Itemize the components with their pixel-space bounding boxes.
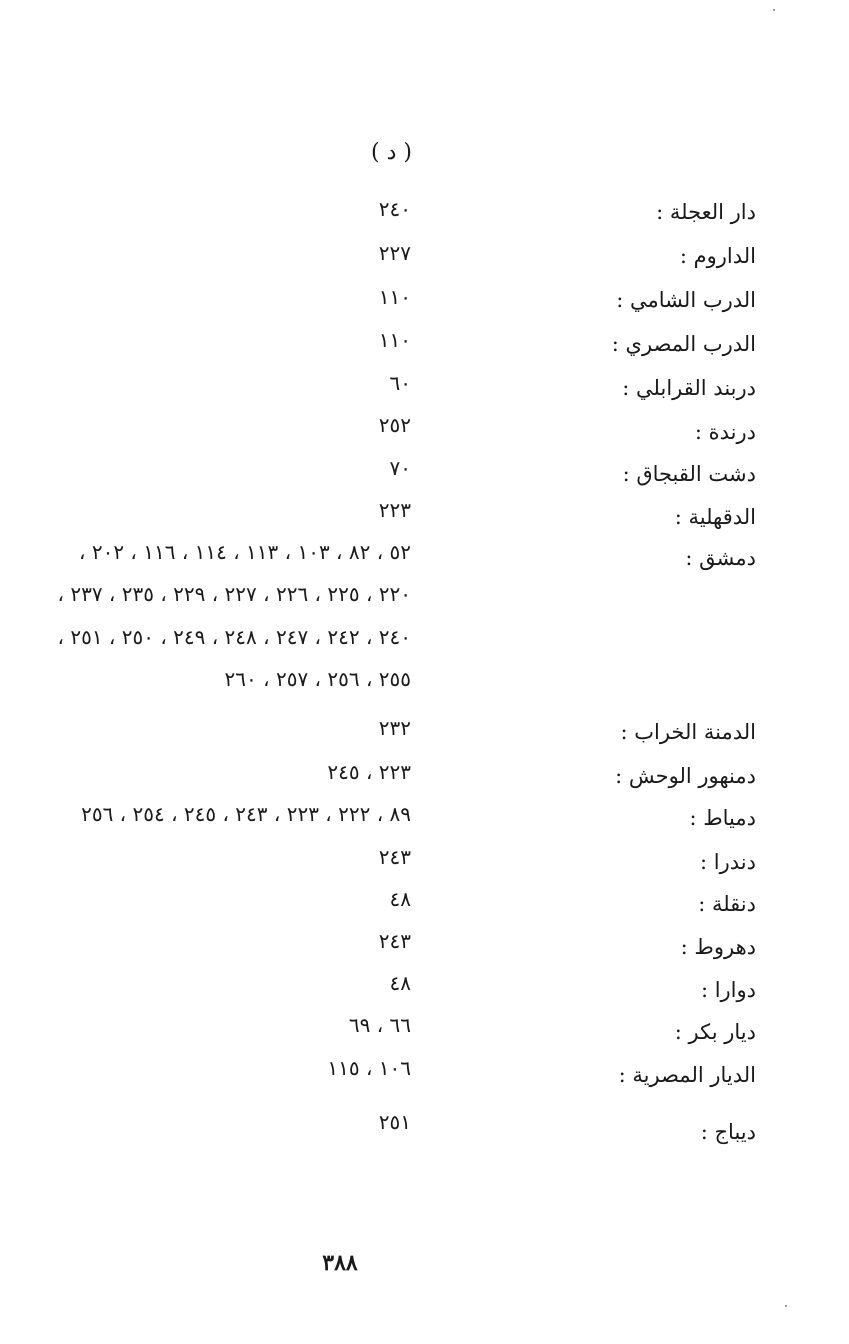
paper-speck (773, 9, 775, 11)
index-term: دشت القبجاق : (622, 462, 756, 486)
index-term: دمياط : (689, 806, 756, 830)
index-term: دنقلة : (698, 892, 756, 916)
index-pages: ٢٢٧ (378, 241, 411, 265)
index-term: الديار المصرية : (618, 1063, 756, 1087)
index-pages: ٢٤٣ (378, 845, 411, 869)
index-term: الدمنة الخراب : (620, 720, 756, 744)
index-term: الداروم : (679, 244, 756, 268)
index-pages-line: ٢٤٠ ، ٢٤٢ ، ٢٤٧ ، ٢٤٨ ، ٢٤٩ ، ٢٥٠ ، ٢٥١ ، (57, 625, 411, 649)
index-pages: ٢٢٣ ، ٢٤٥ (327, 760, 411, 784)
index-pages: ٢٢٣ (378, 498, 411, 522)
index-term: الدقهلية : (674, 505, 756, 529)
page-number: ٣٨٨ (322, 1250, 358, 1276)
index-term: دمنهور الوحش : (615, 764, 756, 788)
index-term: دار العجلة : (656, 200, 756, 224)
index-pages: ٦٠ (389, 371, 411, 395)
index-term: دندرا : (700, 850, 756, 874)
index-pages-line: ٥٢ ، ٨٢ ، ١٠٣ ، ١١٣ ، ١١٤ ، ١١٦ ، ٢٠٢ ، (79, 540, 411, 564)
index-pages-line: ٢٥٥ ، ٢٥٦ ، ٢٥٧ ، ٢٦٠ (224, 667, 411, 691)
index-pages: ٤٨ (389, 887, 411, 911)
index-pages: ٢٥٢ (378, 413, 411, 437)
index-term: دربند القرابلي : (622, 376, 756, 400)
section-letter-heading: ( د ) (371, 140, 412, 165)
index-pages-line: ٢٢٠ ، ٢٢٥ ، ٢٢٦ ، ٢٢٧ ، ٢٢٩ ، ٢٣٥ ، ٢٣٧ ، (57, 582, 411, 606)
index-pages: ١١٠ (378, 328, 411, 352)
index-pages: ٨٩ ، ٢٢٢ ، ٢٢٣ ، ٢٤٣ ، ٢٤٥ ، ٢٥٤ ، ٢٥٦ (81, 802, 411, 826)
index-pages: ٢٣٢ (378, 716, 411, 740)
index-term: ديار بكر : (674, 1020, 756, 1044)
index-term: دمشق : (685, 546, 756, 570)
index-pages: ٢٤٠ (378, 197, 411, 221)
index-term: الدرب المصري : (611, 332, 756, 356)
index-term: دهروط : (680, 935, 756, 959)
index-pages: ٧٠ (389, 456, 411, 480)
index-pages: ١١٠ (378, 285, 411, 309)
index-pages: ٦٦ ، ٦٩ (348, 1013, 411, 1037)
index-term: دوارا : (700, 978, 756, 1002)
index-pages: ٢٤٣ (378, 929, 411, 953)
index-pages: ١٠٦ ، ١١٥ (327, 1056, 411, 1080)
index-pages: ٤٨ (389, 971, 411, 995)
index-term: ديباج : (700, 1120, 756, 1144)
paper-speck (785, 1305, 787, 1307)
index-term: الدرب الشامي : (616, 288, 756, 312)
index-pages: ٢٥١ (378, 1110, 411, 1134)
index-term: درندة : (694, 420, 756, 444)
